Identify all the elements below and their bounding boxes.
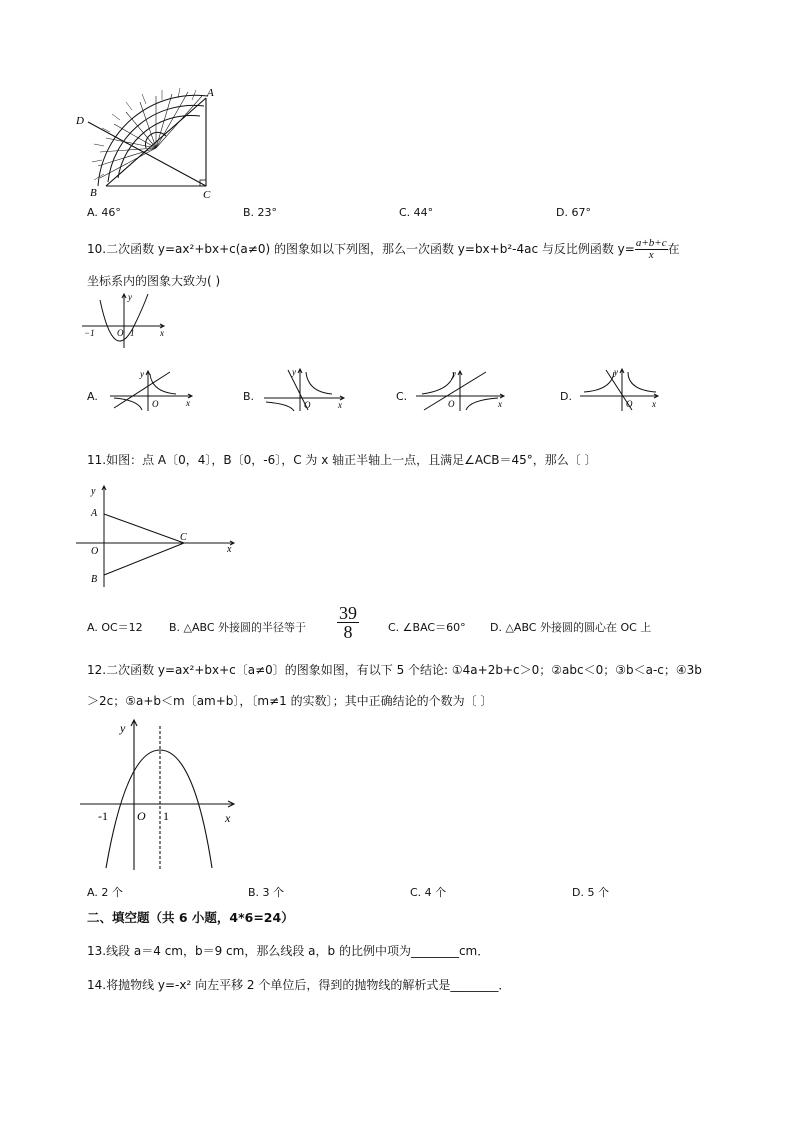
q10c-y: y xyxy=(452,370,456,379)
q11-y: y xyxy=(91,486,96,497)
q12-option-d: D. 5 个 xyxy=(572,886,609,899)
q11-option-c: C. ∠BAC＝60° xyxy=(388,621,466,634)
q10-graph-neg1: −1 xyxy=(84,328,95,338)
q10a-x: x xyxy=(186,398,190,408)
q10c-x: x xyxy=(498,399,502,409)
q12-stem-line2: ＞2c；⑤a+b＜m〔am+b〕，〔m≠1 的实数〕；其中正确结论的个数为〔 〕 xyxy=(87,694,493,708)
q10-frac-den: x xyxy=(648,249,654,261)
label-C: C xyxy=(203,189,211,200)
q10b-o: O xyxy=(304,400,311,410)
q10-option-b: B. xyxy=(243,390,255,403)
q10-graph-y: y xyxy=(128,292,132,302)
q10-text-a: 10.二次函数 y=ax²+bx+c(a≠0) 的图象如以下列图，那么一次函数 y=bx+b²-4ac 与反比例函数 y= xyxy=(87,242,635,256)
q13-stem: 13.线段 a＝4 cm，b＝9 cm，那么线段 a，b 的比例中项为________cm． xyxy=(87,944,490,958)
q11-option-a: A. OC＝12 xyxy=(87,621,143,634)
q10-option-a: A. xyxy=(87,390,98,403)
q11-option-b: B. △ABC 外接圆的半径等于 xyxy=(169,621,307,634)
label-B: B xyxy=(90,187,97,199)
q11-A: A xyxy=(91,508,98,519)
q10-text-b: 在 xyxy=(667,242,680,256)
q11-stem: 11.如图：点 A〔0，4〕，B〔0，-6〕，C 为 x 轴正半轴上一点，且满足∠ACB＝45°，那么〔 〕 xyxy=(87,453,597,467)
q11-B: B xyxy=(91,574,98,585)
q10-parabola-graph xyxy=(78,290,172,350)
q14-stem: 14.将抛物线 y=-x² 向左平移 2 个单位后，得到的抛物线的解析式是________． xyxy=(87,978,511,992)
label-A: A xyxy=(207,87,214,99)
q10-option-c-graph xyxy=(414,370,508,412)
q10-graph-o: O xyxy=(117,328,124,338)
label-D: D xyxy=(76,115,84,127)
q11-frac-den: 8 xyxy=(343,622,353,642)
q10b-x: x xyxy=(338,400,342,410)
q11-x: x xyxy=(227,544,232,555)
q10d-x: x xyxy=(652,399,656,409)
q10-frac-num: a+b+c xyxy=(635,237,667,249)
q10d-y: y xyxy=(614,368,618,377)
section-title-fill-blank: 二、填空题（共 6 小题，4*6=24） xyxy=(87,910,294,925)
q9-option-d: D. 67° xyxy=(556,206,591,219)
q10-option-d: D. xyxy=(560,390,572,403)
q11-frac-num: 39 xyxy=(339,603,357,623)
q10-fraction xyxy=(635,238,668,261)
q10a-y: y xyxy=(140,370,144,379)
q10d-o: O xyxy=(626,399,633,409)
q10-graph-x: x xyxy=(160,328,164,338)
q10-option-c: C. xyxy=(396,390,408,403)
q9-option-a: A. 46° xyxy=(87,206,121,219)
q11-figure xyxy=(74,482,244,590)
protractor-figure xyxy=(70,78,230,200)
q12-option-c: C. 4 个 xyxy=(410,886,447,899)
q9-option-b: B. 23° xyxy=(243,206,278,219)
q10-option-d-graph xyxy=(578,368,662,412)
q12-x: x xyxy=(225,811,231,825)
q11-option-b-fraction xyxy=(337,604,359,641)
q12-stem-line1: 12.二次函数 y=ax²+bx+c〔a≠0〕的图象如图，有以下 5 个结论: ①4a+2b+c＞0；②abc＜0；③b＜a-c；④3b xyxy=(87,663,702,677)
q11-option-d: D. △ABC 外接圆的圆心在 OC 上 xyxy=(490,621,652,634)
q12-o: O xyxy=(137,809,146,823)
q10-option-b-graph xyxy=(262,368,348,412)
q9-option-c: C. 44° xyxy=(399,206,434,219)
q10-graph-one: 1 xyxy=(130,328,135,338)
q12-parabola-graph xyxy=(78,716,238,872)
q10-text-c: 坐标系内的图象大致为( ) xyxy=(87,274,221,288)
q11-O: O xyxy=(91,546,99,557)
q10c-o: O xyxy=(448,399,455,409)
q12-one: 1 xyxy=(163,809,169,823)
q11-C: C xyxy=(180,532,187,543)
q12-option-a: A. 2 个 xyxy=(87,886,123,899)
q12-option-b: B. 3 个 xyxy=(248,886,285,899)
q10a-o: O xyxy=(152,399,159,409)
q10-stem-line1 xyxy=(87,238,680,261)
q10b-y: y xyxy=(292,368,296,377)
q10-option-a-graph xyxy=(108,370,196,412)
q12-neg1: -1 xyxy=(98,809,108,823)
q12-y: y xyxy=(120,721,126,735)
